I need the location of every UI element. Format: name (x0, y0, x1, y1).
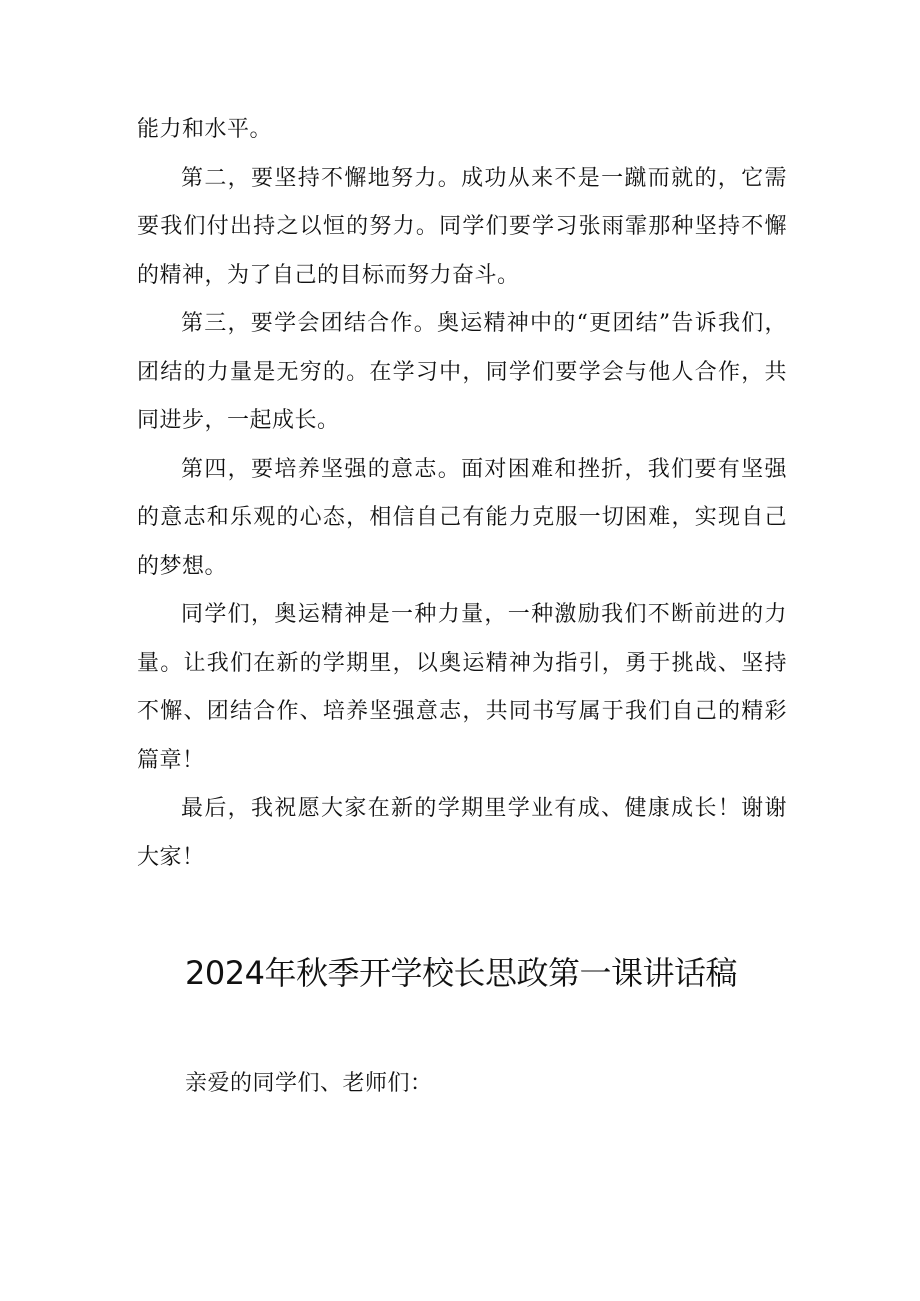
paragraph-conclusion: 同学们，奥运精神是一种力量，一种激励我们不断前进的力量。让我们在新的学期里，以奥运精神为指引，勇于挑战、坚持不懈、团结合作、培养坚强意志，共同书写属于我们自己的精彩篇章！ (137, 602, 787, 773)
paragraph-continuation: 能力和水平。 (137, 117, 273, 142)
paragraph-point-four: 第四，要培养坚强的意志。面对困难和挫折，我们要有坚强的意志和乐观的心态，相信自己有能力克服一切困难，实现自己的梦想。 (137, 456, 787, 579)
paragraph-closing: 最后，我祝愿大家在新的学期里学业有成、健康成长！谢谢大家！ (137, 796, 787, 870)
paragraph-point-three: 第三，要学会团结合作。奥运精神中的“更团结”告诉我们，团结的力量是无穷的。在学习中，同学们要学会与他人合作，共同进步，一起成长。 (137, 311, 787, 433)
document-title: 2024年秋季开学校长思政第一课讲话稿 (185, 954, 737, 992)
salutation: 亲爱的同学们、老师们： (185, 1071, 433, 1096)
document-body (137, 106, 787, 882)
paragraph-point-two: 第二，要坚持不懈地努力。成功从来不是一蹴而就的，它需要我们付出持之以恒的努力。同学们要学习张雨霏那种坚持不懈的精神，为了自己的目标而努力奋斗。 (137, 165, 787, 288)
